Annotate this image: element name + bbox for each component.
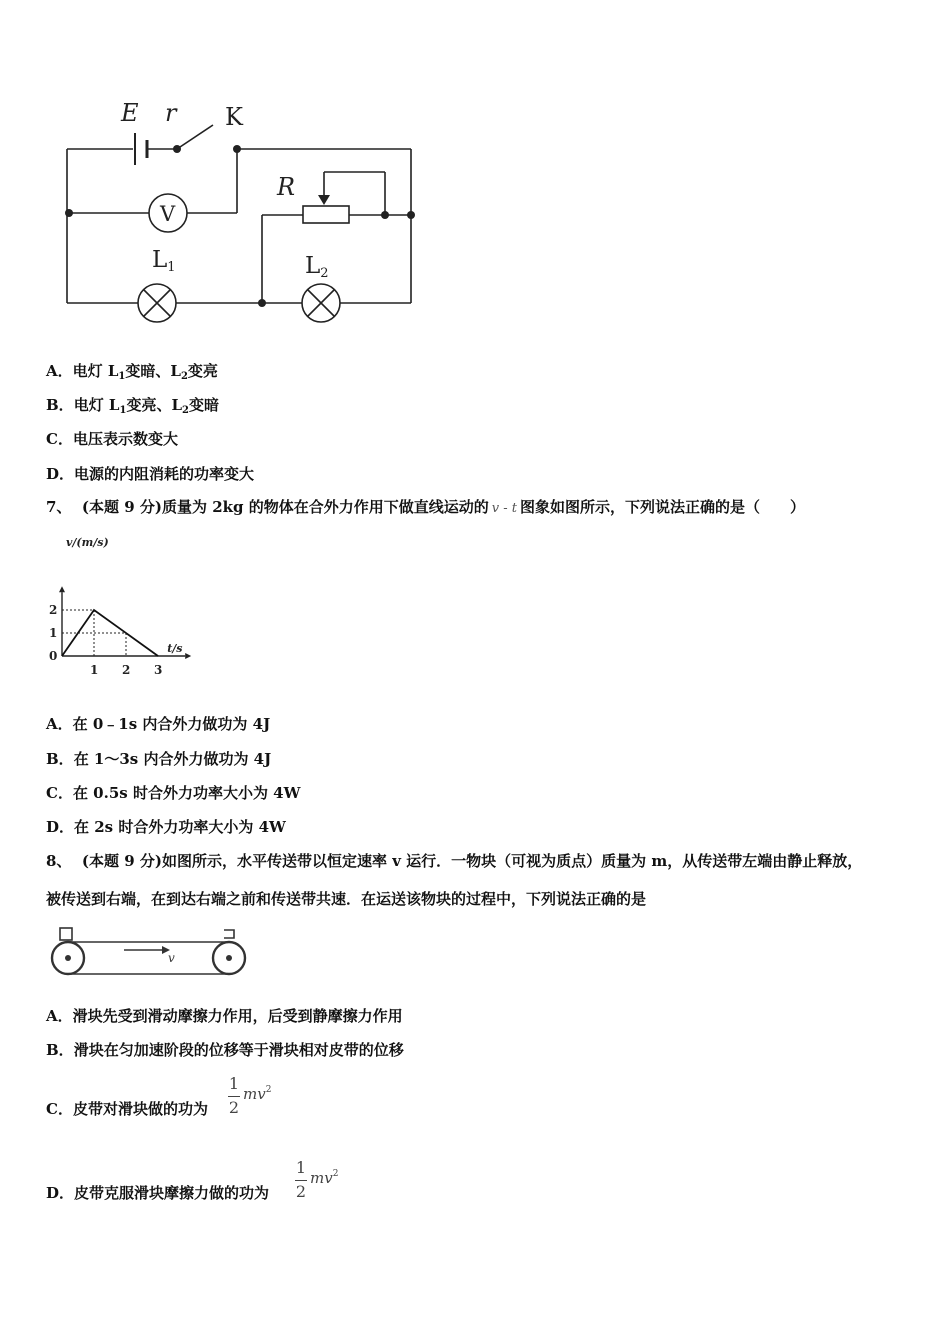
label-voltmeter: V xyxy=(160,202,176,226)
x-tick-label: 2 xyxy=(122,663,131,677)
q6-option-c[interactable]: C．电压表示数变大 xyxy=(46,430,178,448)
q8-option-d[interactable]: D．皮带克服滑块摩擦力做的功为 xyxy=(46,1184,270,1202)
label-k: K xyxy=(225,103,243,131)
vt-graph xyxy=(44,532,209,680)
label-e: E xyxy=(121,99,139,127)
y-axis-label: v/(m/s) xyxy=(66,536,109,549)
q7-option-b[interactable]: B．在 1～3s 内合外力做功为 4J xyxy=(46,750,272,768)
x-axis-arrow xyxy=(185,653,191,659)
y-tick-label: 0 xyxy=(49,649,58,663)
q8-stem-line1: 8、 (本题 9 分)如图所示，水平传送带以恒定速率 v 运行．一物块（可视为质点）质量为 m，从传送带左端由静止释放， xyxy=(46,852,863,870)
x-axis-label: t/s xyxy=(167,642,183,655)
belt-speed-label: v xyxy=(168,951,175,965)
q8-stem-line2: 被传送到右端，在到达右端之前和传送带共速．在运送该物块的过程中，下列说法正确的是 xyxy=(46,890,647,908)
x-tick-label: 1 xyxy=(90,663,99,677)
q6-option-b[interactable]: B．电灯 $L_1$变亮、$L_2$变暗 xyxy=(46,396,219,416)
q8-option-c[interactable]: C．皮带对滑块做的功为 xyxy=(46,1100,208,1118)
conveyor-belt-diagram xyxy=(46,926,251,982)
q6-option-d[interactable]: D．电源的内阻消耗的功率变大 xyxy=(46,465,255,483)
svg-text:L2 xyxy=(305,253,329,281)
label-l1-sub: 1 xyxy=(167,260,176,275)
q7-option-c[interactable]: C．在 0.5s 时合外力功率大小为 4W xyxy=(46,784,301,802)
svg-text:L1 xyxy=(152,247,176,275)
label-l2-sub: 2 xyxy=(320,266,329,281)
x-tick-label: 3 xyxy=(154,663,163,677)
y-tick-label: 1 xyxy=(49,626,58,640)
label-l1: L xyxy=(152,247,168,273)
q7-option-d[interactable]: D．在 2s 时合外力功率大小为 4W xyxy=(46,818,286,836)
q7-option-a[interactable]: A．在 0﹣1s 内合外力做功为 4J xyxy=(46,715,271,733)
circuit-diagram xyxy=(55,95,435,335)
y-tick-label: 2 xyxy=(49,603,58,617)
q7-stem: 7、 (本题 9 分)质量为 2kg 的物体在合外力作用下做直线运动的 v - t 图象如图所示，下列说法正确的是（ ） xyxy=(46,498,805,516)
label-l2: L xyxy=(305,253,321,279)
y-axis-arrow xyxy=(59,586,65,592)
label-resistor-r: R xyxy=(277,173,296,201)
q8-option-a[interactable]: A．滑块先受到滑动摩擦力作用，后受到静摩擦力作用 xyxy=(46,1007,403,1025)
q8-option-b[interactable]: B．滑块在匀加速阶段的位移等于滑块相对皮带的位移 xyxy=(46,1041,404,1059)
q6-option-a[interactable]: A．电灯 $L_1$变暗、$L_2$变亮 xyxy=(46,362,218,382)
label-r: r xyxy=(165,99,177,127)
vt-symbol: v - t xyxy=(491,501,517,516)
